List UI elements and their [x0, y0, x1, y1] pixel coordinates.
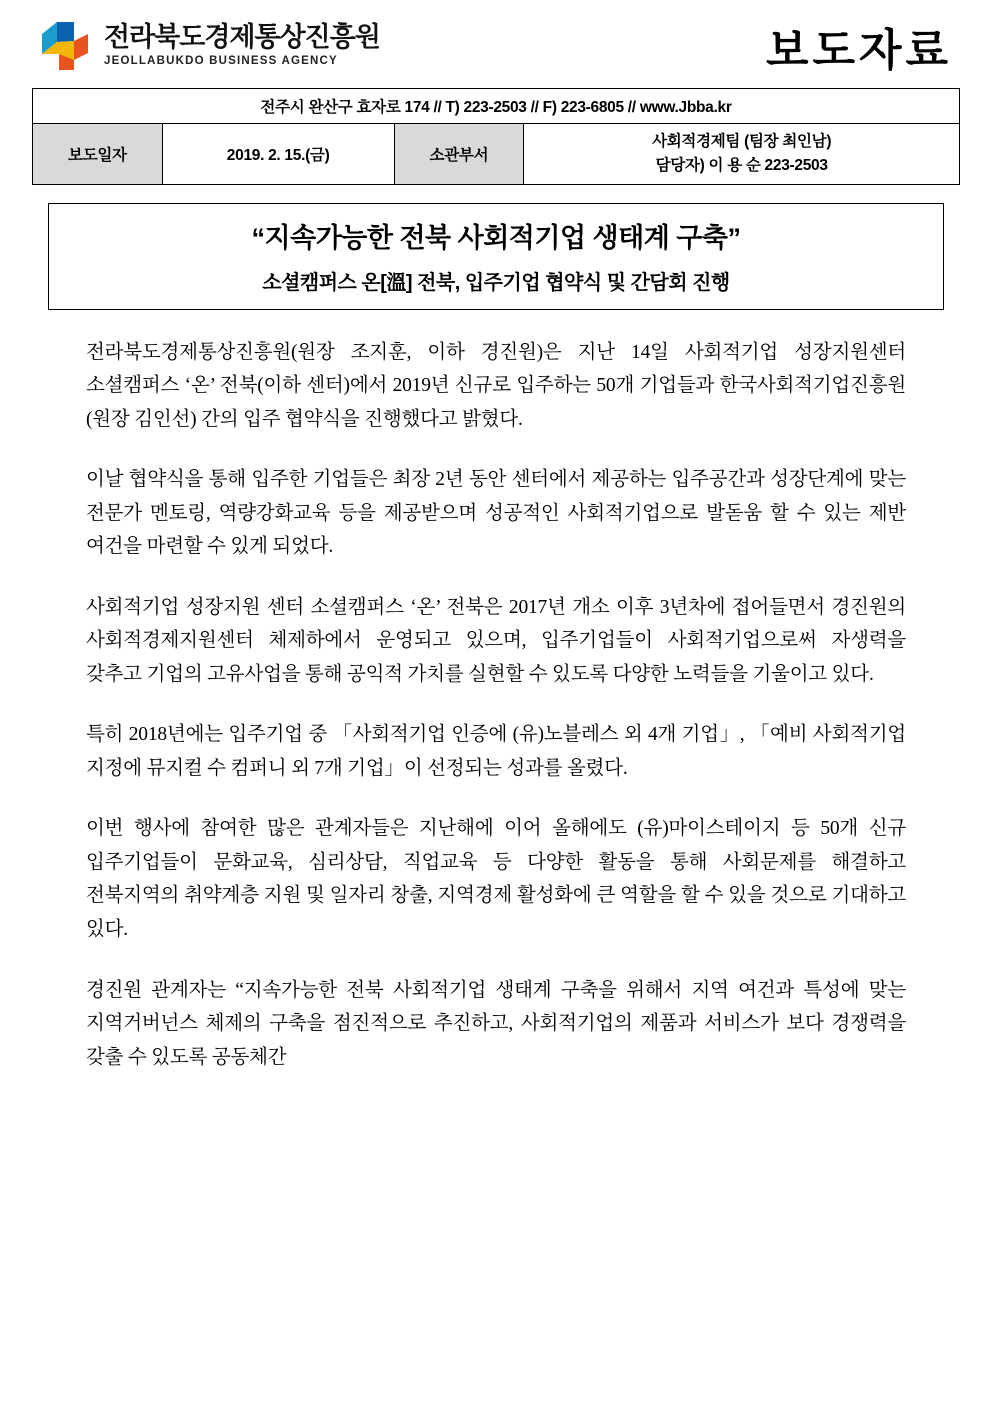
body-paragraph: 사회적기업 성장지원 센터 소셜캠퍼스 ‘온’ 전북은 2017년 개소 이후 3년차에 접어들면서 경진원의 사회적경제지원센터 체제하에서 운영되고 있으며, 입주기업들이 사회적기업으로써 자생력을 갖추고 기업의 고유사업을 통해 공익적 가치를 실현할 수 있도록 다양한 노력들을 기울이고 있다.	[86, 596, 906, 685]
agency-name-block	[104, 24, 380, 68]
table-row	[33, 89, 960, 124]
agency-brand	[40, 20, 380, 72]
article-body	[0, 310, 992, 1075]
department-team: 사회적경제팀 (팀장 최인남)	[652, 132, 832, 150]
agency-name-kr: 전라북도경제통상진흥원	[104, 22, 380, 53]
body-paragraph: 전라북도경제통상진흥원(원장 조지훈, 이하 경진원)은 지난 14일 사회적기업 성장지원센터 소셜캠퍼스 ‘온’ 전북(이하 센터)에서 2019년 신규로 입주하는 50개 기업들과 한국사회적기업진흥원(원장 김인선) 간의 입주 협약식을 진행했다고 밝혔다.	[86, 341, 906, 430]
agency-name-en: JEOLLABUKDO BUSINESS AGENCY	[104, 55, 338, 68]
department-contact: 담당자) 이 용 순 223-2503	[655, 156, 828, 174]
release-date-label: 보도일자	[33, 123, 163, 184]
body-paragraph: 이번 행사에 참여한 많은 관계자들은 지난해에 이어 올해에도 (유)마이스테이지 등 50개 신규 입주기업들이 문화교육, 심리상담, 직업교육 등 다양한 활동을 통해 사회문제를 해결하고 전북지역의 취약계층 지원 및 일자리 창출, 지역경제 활성화에 큰 역할을 할 수 있을 것으로 기대하고 있다.	[86, 818, 906, 940]
document-header	[0, 0, 992, 88]
department-label: 소관부서	[394, 123, 524, 184]
headline-main: “지속가능한 전북 사회적기업 생태계 구축”	[251, 222, 741, 253]
meta-table	[32, 123, 960, 185]
body-paragraph: 특히 2018년에는 입주기업 중 「사회적기업 인증에 (유)노블레스 외 4개 기업」, 「예비 사회적기업 지정에 뮤지컬 수 컴퍼니 외 7개 기업」이 선정되는 성과를 올렸다.	[86, 724, 906, 779]
agency-address-line: 전주시 완산구 효자로 174 // T) 223-2503 // F) 223-6805 // www.Jbba.kr	[33, 89, 960, 124]
body-paragraph: 경진원 관계자는 “지속가능한 전북 사회적기업 생태계 구축을 위해서 지역 여건과 특성에 맞는 지역거버넌스 체제의 구축을 점진적으로 추진하고, 사회적기업의 제품과 서비스가 보다 경쟁력을 갖출 수 있도록 공동체간	[86, 979, 906, 1068]
table-row	[33, 123, 960, 184]
department-value	[524, 123, 960, 184]
release-date-value: 2019. 2. 15.(금)	[162, 123, 394, 184]
body-paragraph: 이날 협약식을 통해 입주한 기업들은 최장 2년 동안 센터에서 제공하는 입주공간과 성장단계에 맞는 전문가 멘토링, 역량강화교육 등을 제공받으며 성공적인 사회적기업으로 발돋움 할 수 있는 제반 여건을 마련할 수 있게 되었다.	[86, 469, 906, 558]
headline-box	[48, 203, 944, 310]
info-tables	[0, 88, 992, 185]
jbba-logo-icon	[40, 20, 92, 72]
contact-table	[32, 88, 960, 124]
document-type-title: 보도자료	[765, 26, 952, 75]
headline-sub: 소셜캠퍼스 온[溫] 전북, 입주기업 협약식 및 간담회 진행	[262, 271, 730, 294]
